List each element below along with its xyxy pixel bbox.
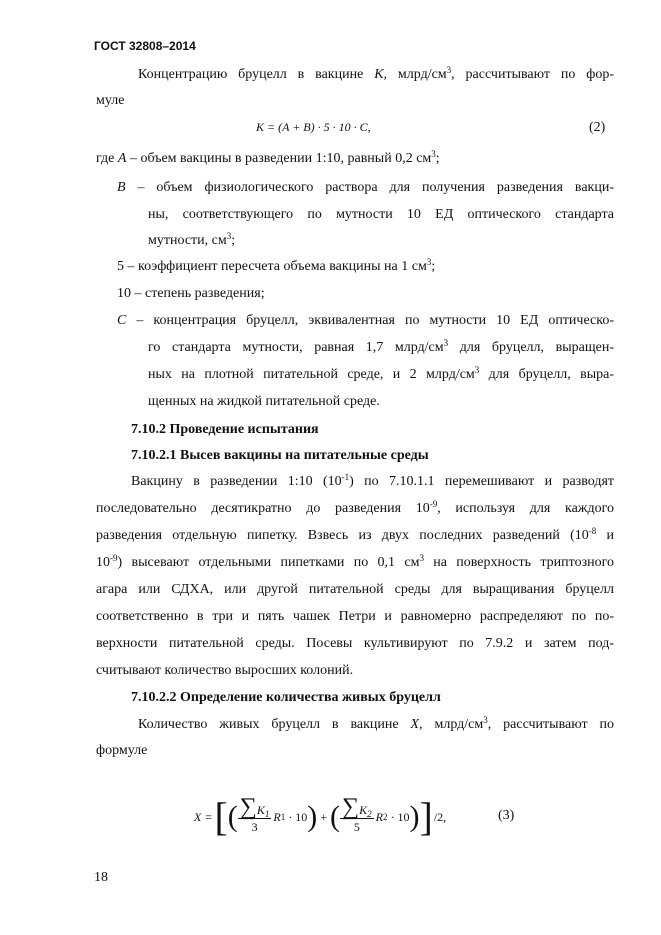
para1-line-2: последовательно десятикратно до разведения $10^{-9}$, используя для каждого — [96, 499, 614, 516]
para1-line-1: Вакцину в разведении 1:10 $(10^{-1})$ по 7.10.1.1 перемешивают и разводят — [131, 472, 614, 489]
formula-2: K = (A + B) · 5 · 10 · C, — [256, 120, 371, 134]
para1-line-5: агара или СДХА, или другой питательной среды для выращивания бруцелл — [96, 582, 614, 597]
def-c-line-1: C – концентрация бруцелл, эквивалентная по мутности 10 ЕД оптическо- — [117, 313, 614, 328]
para1-line-7: верхности питательной среды. Посевы культивируют по 7.9.2 и затем под- — [96, 636, 614, 651]
document-header: ГОСТ 32808–2014 — [94, 39, 196, 53]
def-a: где A – объем вакцины в разведении 1:10, равный 0,2 $см^3$; — [96, 149, 440, 166]
formula-3-number: (3) — [498, 808, 515, 823]
section-heading-7-10-2: 7.10.2 Проведение испытания — [131, 422, 319, 437]
page-number: 18 — [94, 870, 108, 885]
fraction-k2-over-5: $\frac{\sum K_2}{5}$ — [342, 794, 372, 834]
def-b-line-3: мутности, $см^3$; — [148, 231, 236, 248]
section-heading-7-10-2-1: 7.10.2.1 Высев вакцины на питательные среды — [131, 448, 429, 463]
para2-line-1: Количество живых бруцелл в вакцине X, млрд/$см^3$, рассчитывают по — [138, 715, 615, 732]
def-5: 5 – коэффициент пересчета объема вакцины на 1 $см^3$; — [117, 257, 436, 274]
formula-2-number: (2) — [589, 120, 606, 135]
para1-line-3: разведения отдельную пипетку. Взвесь из двух последних разведений ($10^{-8}$ и — [96, 526, 614, 543]
def-c-line-3: ных на плотной питательной среде, и 2 млрд/$см^3$ для бруцелл, выра- — [148, 365, 614, 382]
def-b-line-1: B – объем физиологического раствора для получения разведения вакци- — [117, 180, 614, 195]
para1-line-6: соответственно в три и пять чашек Петри и равномерно распределяют по по- — [96, 609, 614, 624]
def-c-line-2: го стандарта мутности, равная 1,7 млрд/$см^3$ для бруцелл, выращен- — [148, 338, 614, 355]
def-b-line-2: ны, соответствующего по мутности 10 ЕД оптического стандарта — [148, 207, 614, 222]
def-c-line-4: щенных на жидкой питательной среде. — [148, 394, 380, 409]
fraction-k1-over-3: $\frac{\sum K_1}{3}$ — [239, 794, 270, 834]
para1-line-8: считывают количество выросших колоний. — [96, 663, 354, 678]
def-10: 10 – степень разведения; — [117, 286, 265, 301]
para1-line-4: $10^{-9}$) высевают отдельными пипетками по 0,1 $см^3$ на поверхность триптозного — [96, 553, 615, 570]
para2-line-2: формуле — [96, 743, 148, 758]
section-heading-7-10-2-2: 7.10.2.2 Определение количества живых бруцелл — [131, 690, 441, 705]
intro-line-2: муле — [96, 93, 125, 108]
formula-3: X = [ ( $\frac{\sum K_1}{3}$ R 1 · 10 ) + ( $\frac{\sum K_2}{5}$ R 2 · 10 ) ] /2, — [194, 794, 447, 839]
intro-line-1: Концентрацию бруцелл в вакцине K, млрд/$см^3$, рассчитывают по фор- — [138, 65, 615, 82]
